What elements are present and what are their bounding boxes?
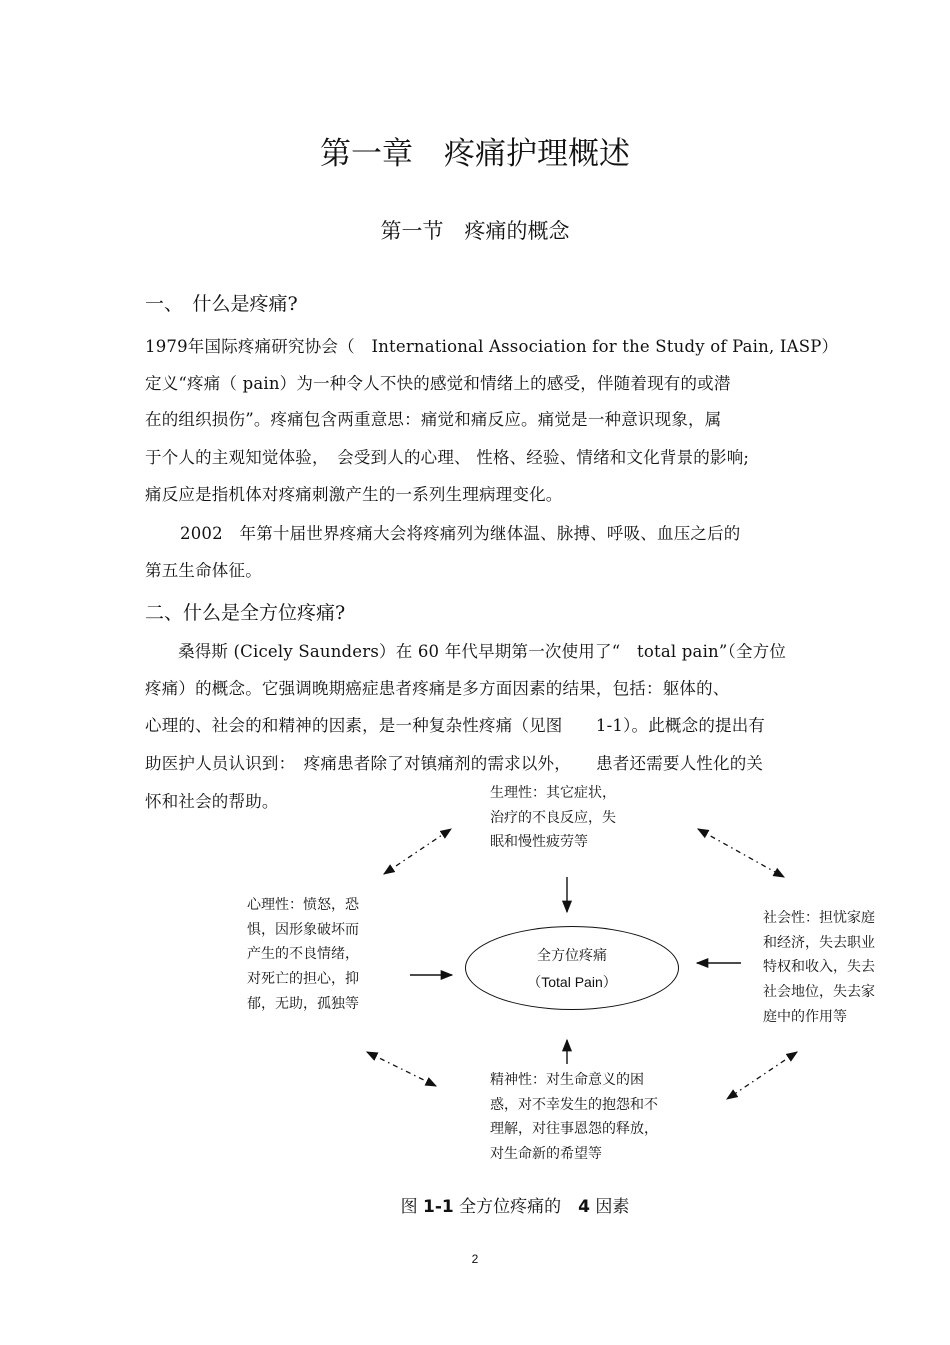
factor-psychological-line: 心理性：愤怒，恐 — [247, 897, 359, 913]
para3-line: 桑得斯 (Cicely Saunders）在 60 年代早期第一次使用了“ total pain”（全方位 — [178, 642, 787, 661]
factor-social — [763, 906, 875, 1030]
para3-line: 助医护人员认识到： 疼痛患者除了对镇痛剂的需求以外， 患者还需要人性化的关 — [145, 754, 764, 773]
figure-caption — [40, 1192, 950, 1217]
question-heading-1: 一、 什么是疼痛? — [145, 293, 298, 315]
caption-count: 4 — [578, 1197, 590, 1217]
link-social-spiritual — [727, 1052, 797, 1099]
factor-psychological-line: 惧，因形象破坏而 — [247, 921, 359, 938]
para1-line: 定义“疼痛（ pain）为一种令人不快的感觉和情绪上的感受，伴随着现有的或潜 — [145, 374, 731, 393]
chapter-title: 第一章 疼痛护理概述 — [320, 136, 630, 172]
para3-line: 疼痛）的概念。它强调晚期癌症患者疼痛是多方面因素的结果，包括：躯体的、 — [145, 679, 730, 698]
para2-line: 2002 年第十届世界疼痛大会将疼痛列为继体温、脉搏、呼吸、血压之后的 — [180, 524, 741, 543]
para3-line: 怀和社会的帮助。 — [145, 792, 279, 811]
caption-middle: 全方位疼痛的 — [453, 1197, 579, 1217]
factor-spiritual — [490, 1068, 658, 1167]
caption-suffix: 因素 — [589, 1197, 630, 1217]
link-psych-physical — [384, 829, 451, 874]
factor-physical-line: 眠和慢性疲劳等 — [490, 834, 588, 851]
factor-spiritual-line: 理解，对往事恩怨的释放， — [490, 1121, 658, 1138]
center-ellipse — [465, 926, 679, 1010]
factor-spiritual-line: 对生命新的希望等 — [490, 1146, 602, 1163]
factor-social-line: 和经济，失去职业 — [763, 934, 875, 951]
factor-social-line: 庭中的作用等 — [763, 1008, 847, 1025]
link-psych-spiritual — [367, 1052, 436, 1086]
para2-line: 第五生命体征。 — [145, 561, 262, 580]
page-number: 2 — [471, 1252, 479, 1266]
section-title: 第一节 疼痛的概念 — [380, 219, 570, 243]
caption-number: 1-1 — [423, 1197, 454, 1217]
para1-line: 1979年国际疼痛研究协会（ International Association for the Study of Pain, IASP） — [145, 337, 839, 356]
factor-spiritual-line: 惑，对不幸发生的抱怨和不 — [490, 1096, 658, 1113]
link-physical-social — [698, 829, 784, 877]
factor-psychological-line: 对死亡的担心，抑 — [247, 971, 359, 988]
factor-psychological — [247, 893, 359, 1017]
factor-social-line: 社会性：担忧家庭 — [763, 910, 875, 926]
factor-social-line: 特权和收入，失去 — [763, 959, 875, 976]
factor-physical — [490, 781, 616, 855]
para1-line: 在的组织损伤”。疼痛包含两重意思：痛觉和痛反应。痛觉是一种意识现象，属 — [145, 410, 722, 429]
caption-prefix: 图 — [400, 1197, 424, 1217]
question-heading-2: 二、什么是全方位疼痛? — [145, 602, 346, 624]
factor-psychological-line: 郁，无助，孤独等 — [247, 995, 359, 1012]
center-label: 全方位疼痛 — [537, 948, 607, 964]
center-label-en: （Total Pain） — [527, 974, 617, 990]
para3-line: 心理的、社会的和精神的因素，是一种复杂性疼痛（见图 1-1）。此概念的提出有 — [145, 716, 766, 735]
factor-psychological-line: 产生的不良情绪， — [247, 946, 359, 963]
factor-physical-line: 治疗的不良反应，失 — [490, 809, 616, 826]
factor-social-line: 社会地位，失去家 — [763, 984, 875, 1001]
factor-physical-line: 生理性：其它症状， — [490, 785, 616, 801]
factor-spiritual-line: 精神性：对生命意义的困 — [490, 1072, 644, 1088]
para1-line: 于个人的主观知觉体验， 会受到人的心理、 性格、经验、情绪和文化背景的影响; — [145, 448, 750, 467]
para1-line: 痛反应是指机体对疼痛刺激产生的一系列生理病理变化。 — [145, 485, 563, 504]
